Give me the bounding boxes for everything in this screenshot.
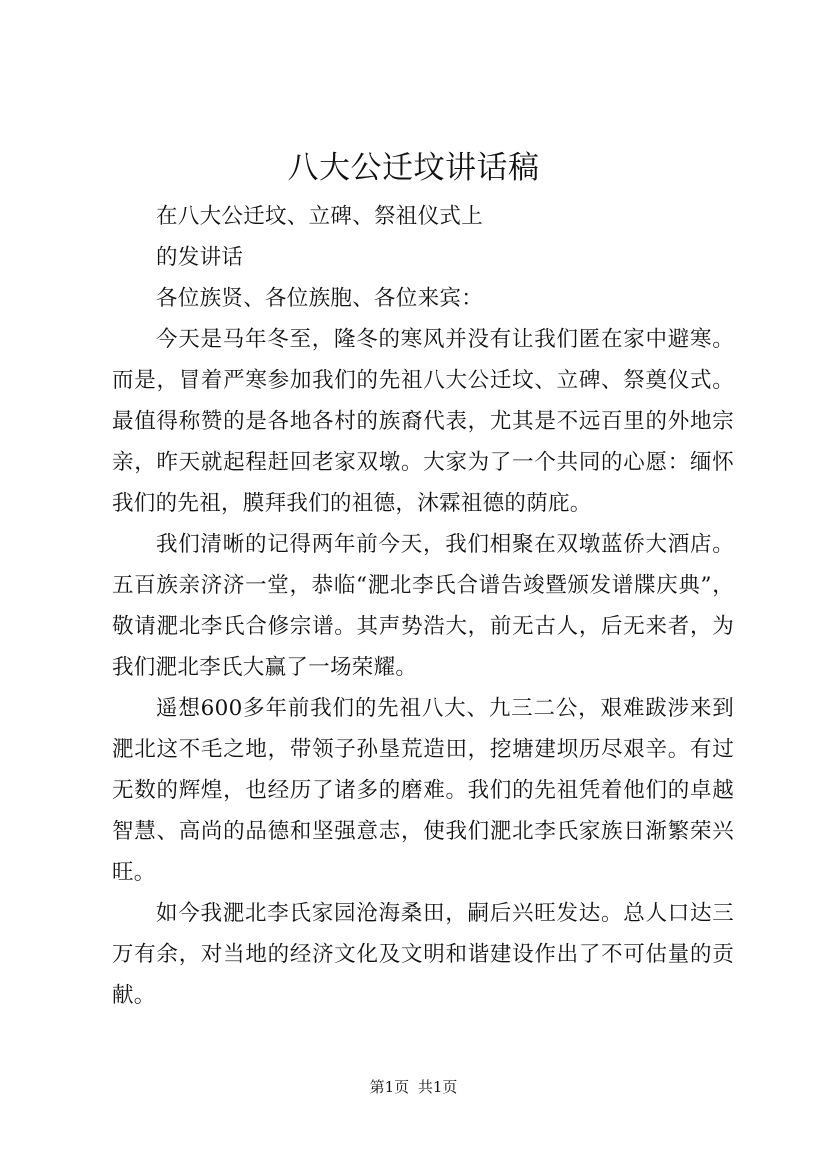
paragraph-6: 遥想600多年前我们的先祖八大、九三二公，艰难跋涉来到淝北这不毛之地，带领子孙垦荒造田，挖塘建坝历尽艰辛。有过无数的辉煌，也经历了诸多的磨难。我们的先祖凭着他们的卓越智慧、高尚的品德和坚强意志，使我们淝北李氏家族日渐繁荣兴旺。 [112,696,734,885]
paragraph-greeting: 各位族贤、各位族胞、各位来宾： [156,286,484,311]
page-number: 第1页 [369,1078,410,1096]
paragraph-7: 如今我淝北李氏家园沧海桑田，嗣后兴旺发达。总人口达三万有余，对当地的经济文化及文明和谐建设作出了不可估量的贡献。 [112,901,734,1008]
document-body [112,196,734,1016]
document-title: 八大公迁坟讲话稿 [287,150,540,186]
paragraph-5: 我们清晰的记得两年前今天，我们相聚在双墩蓝侨大酒店。五百族亲济济一堂，恭临“淝北李氏合谱告竣暨颁发谱牒庆典”，敬请淝北李氏合修宗谱。其声势浩大，前无古人，后无来者，为我们淝北李氏大赢了一场荣耀。 [112,532,734,680]
paragraph-2: 的发讲话 [156,245,244,270]
paragraph-4: 今天是马年冬至，隆冬的寒风并没有让我们匿在家中避寒。而是，冒着严寒参加我们的先祖八大公迁坟、立碑、祭奠仪式。最值得称赞的是各地各村的族裔代表，尤其是不远百里的外地宗亲，昨天就起程赶回老家双墩。大家为了一个共同的心愿：缅怀我们的先祖，膜拜我们的祖德，沐霖祖德的荫庇。 [112,327,734,516]
page-total: 共1页 [417,1078,458,1096]
page-footer [0,1076,827,1098]
paragraph-1: 在八大公迁坟、立碑、祭祖仪式上 [156,204,484,229]
